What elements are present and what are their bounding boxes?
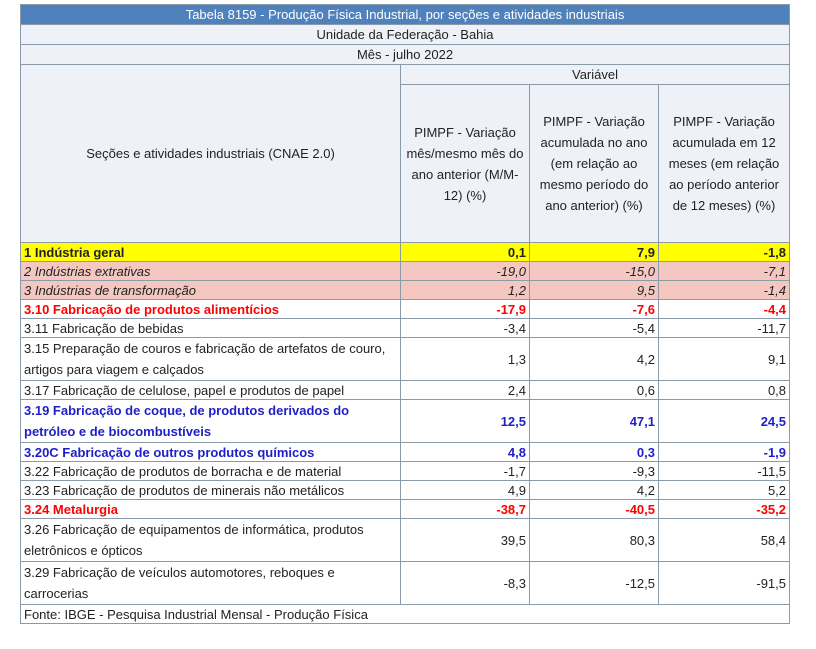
table-title: Tabela 8159 - Produção Física Industrial, por seções e atividades industriais [21,5,790,25]
cell-value: -4,4 [659,300,790,319]
cell-value: 80,3 [530,519,659,562]
data-table [20,4,790,624]
row-label: 3 Indústrias de transformação [21,281,401,300]
cell-value: 9,1 [659,338,790,381]
cell-value: -12,5 [530,562,659,605]
table-row [21,262,790,281]
column-header-mm12: PIMPF - Variação mês/mesmo mês do ano anterior (M/M-12) (%) [401,85,530,243]
cell-value: 5,2 [659,481,790,500]
period-label: Mês - julho 2022 [21,45,790,65]
table-row [21,300,790,319]
cell-value: 1,3 [401,338,530,381]
row-header: Seções e atividades industriais (CNAE 2.0) [21,65,401,243]
cell-value: -7,6 [530,300,659,319]
row-label: 3.20C Fabricação de outros produtos químicos [21,443,401,462]
column-header-acum-ano: PIMPF - Variação acumulada no ano (em relação ao mesmo período do ano anterior) (%) [530,85,659,243]
cell-value: 7,9 [530,243,659,262]
table-row [21,562,790,605]
cell-value: -40,5 [530,500,659,519]
cell-value: -35,2 [659,500,790,519]
cell-value: 2,4 [401,381,530,400]
row-label: 3.15 Preparação de couros e fabricação de artefatos de couro, artigos para viagem e calçados [21,338,401,381]
table-row [21,319,790,338]
source-footnote: Fonte: IBGE - Pesquisa Industrial Mensal - Produção Física [21,605,790,624]
cell-value: 4,2 [530,338,659,381]
table-row [21,243,790,262]
cell-value: -19,0 [401,262,530,281]
row-label: 3.19 Fabricação de coque, de produtos derivados do petróleo e de biocombustíveis [21,400,401,443]
cell-value: 4,8 [401,443,530,462]
cell-value: 4,2 [530,481,659,500]
cell-value: -7,1 [659,262,790,281]
row-label: 2 Indústrias extrativas [21,262,401,281]
table-row [21,338,790,381]
table-row [21,443,790,462]
table-row [21,281,790,300]
row-label: 3.29 Fabricação de veículos automotores, reboques e carrocerias [21,562,401,605]
row-label: 3.17 Fabricação de celulose, papel e produtos de papel [21,381,401,400]
cell-value: -1,7 [401,462,530,481]
cell-value: -5,4 [530,319,659,338]
cell-value: 9,5 [530,281,659,300]
variable-label: Variável [401,65,790,85]
cell-value: 47,1 [530,400,659,443]
cell-value: 0,8 [659,381,790,400]
table-row [21,462,790,481]
row-label: 3.11 Fabricação de bebidas [21,319,401,338]
cell-value: 24,5 [659,400,790,443]
row-label: 3.10 Fabricação de produtos alimentícios [21,300,401,319]
column-header-acum-12m: PIMPF - Variação acumulada em 12 meses (em relação ao período anterior de 12 meses) (%) [659,85,790,243]
row-label: 1 Indústria geral [21,243,401,262]
cell-value: 58,4 [659,519,790,562]
table-row [21,400,790,443]
cell-value: -11,5 [659,462,790,481]
cell-value: -38,7 [401,500,530,519]
cell-value: 0,1 [401,243,530,262]
row-label: 3.24 Metalurgia [21,500,401,519]
cell-value: -1,9 [659,443,790,462]
cell-value: -3,4 [401,319,530,338]
table-row [21,519,790,562]
cell-value: 4,9 [401,481,530,500]
cell-value: -9,3 [530,462,659,481]
cell-value: 0,6 [530,381,659,400]
cell-value: 1,2 [401,281,530,300]
table-row [21,500,790,519]
unit-label: Unidade da Federação - Bahia [21,25,790,45]
cell-value: -1,8 [659,243,790,262]
row-label: 3.23 Fabricação de produtos de minerais não metálicos [21,481,401,500]
cell-value: -8,3 [401,562,530,605]
cell-value: -91,5 [659,562,790,605]
table-row [21,481,790,500]
row-label: 3.26 Fabricação de equipamentos de informática, produtos eletrônicos e ópticos [21,519,401,562]
cell-value: 0,3 [530,443,659,462]
cell-value: 12,5 [401,400,530,443]
cell-value: -17,9 [401,300,530,319]
cell-value: -11,7 [659,319,790,338]
cell-value: -15,0 [530,262,659,281]
table-row [21,381,790,400]
row-label: 3.22 Fabricação de produtos de borracha e de material [21,462,401,481]
cell-value: 39,5 [401,519,530,562]
cell-value: -1,4 [659,281,790,300]
